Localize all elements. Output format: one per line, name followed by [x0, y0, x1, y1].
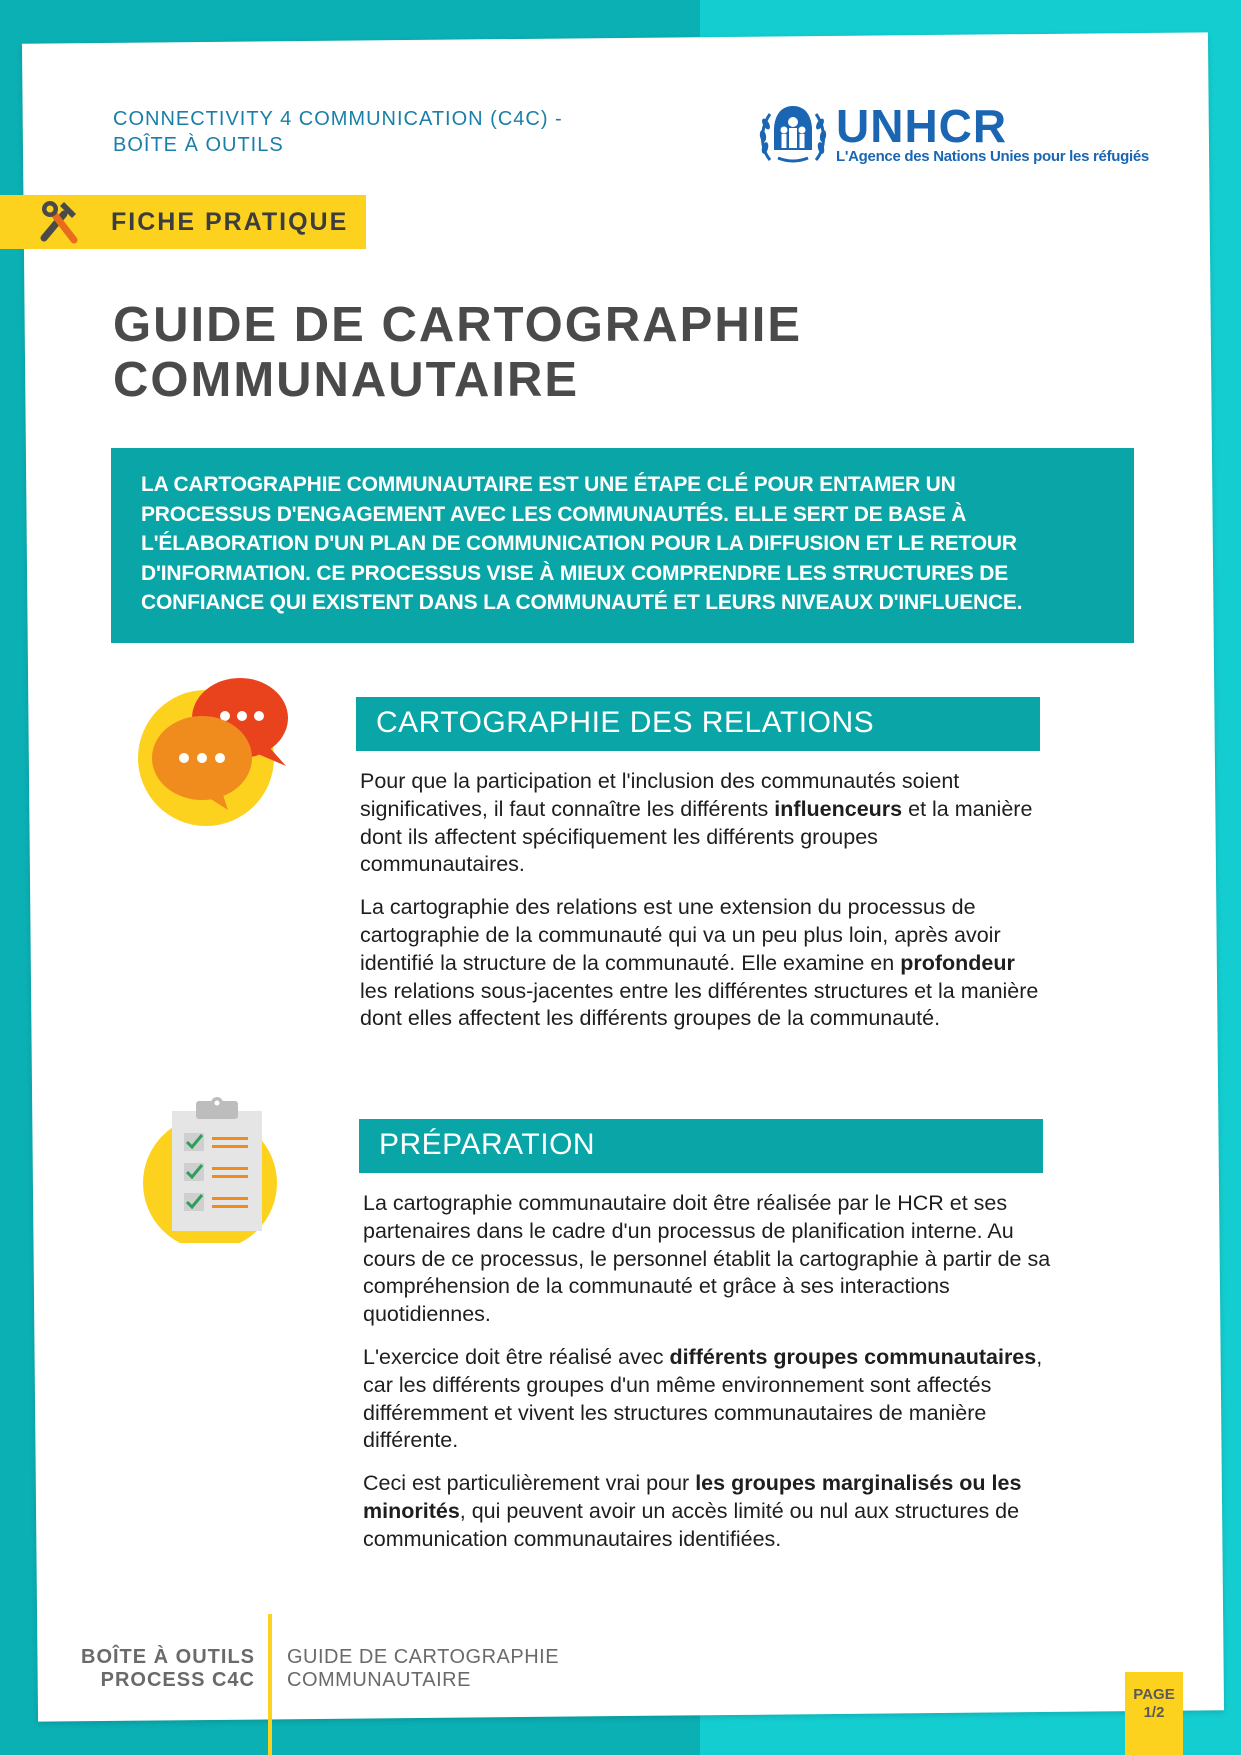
footer-right-line1: GUIDE DE CARTOGRAPHIE: [287, 1646, 560, 1668]
paragraph: [363, 1470, 1058, 1553]
intro-text: [141, 470, 1104, 618]
footer-left-line1: BOÎTE À OUTILS: [81, 1646, 255, 1668]
paragraph: [360, 768, 1040, 879]
text-run: les relations sous-jacentes entre les différentes structures et la manière dont elles affectent les différents groupes de la communauté.: [360, 978, 1039, 1031]
text-run: La cartographie des relations est une extension du processus de cartographie de la communauté qui va un peu plus loin, après avoir identifié la structure de la communauté. Elle examine en: [360, 895, 1001, 975]
intro-line: LA CARTOGRAPHIE COMMUNAUTAIRE EST UNE ÉTAPE CLÉ POUR ENTAMER UN: [141, 473, 956, 496]
text-run: , car les différents groupes d'un même environnement sont affectés différemment et vivent les structures communautaires de manière différente.: [363, 1344, 1043, 1453]
chat-bubbles-illustration: [130, 670, 300, 830]
fiche-pratique-label: FICHE PRATIQUE: [111, 208, 349, 236]
footer-document-title: [287, 1646, 687, 1692]
intro-line: PROCESSUS D'ENGAGEMENT AVEC LES COMMUNAUTÉS. ELLE SERT DE BASE À: [141, 502, 967, 526]
unhcr-wordmark: UNHCR: [836, 100, 1008, 152]
footer-left-line2: PROCESS C4C: [100, 1669, 255, 1691]
section-heading-preparation: PRÉPARATION: [359, 1119, 1043, 1173]
intro-line: D'INFORMATION. CE PROCESSUS VISE À MIEUX COMPRENDRE LES STRUCTURES DE: [141, 561, 1009, 585]
page-title-line1: GUIDE DE CARTOGRAPHIE: [113, 298, 803, 352]
chat-bubbles-icon: [130, 670, 300, 830]
page-title: [113, 298, 1013, 408]
page-number: 1/2: [1143, 1704, 1165, 1721]
clipboard-illustration: [140, 1093, 280, 1243]
text-run: L'exercice doit être réalisé avec: [363, 1344, 670, 1369]
page-title-line2: COMMUNAUTAIRE: [113, 353, 580, 407]
unhcr-logo: [758, 100, 1148, 170]
bold-term: différents groupes communautaires: [669, 1344, 1037, 1369]
unhcr-emblem-icon: [758, 100, 828, 166]
bold-term: influenceurs: [774, 796, 903, 821]
bold-term: les groupes marginalisés ou les minorités: [363, 1471, 1022, 1523]
clipboard-checklist-icon: [140, 1093, 280, 1243]
paragraph: La cartographie communautaire doit être réalisée par le HCR et ses partenaires dans le cadre d'un processus de planification interne. Au cours de ce processus, le personnel établit la cartographie à partir de sa compréhension de la communauté et grâce à ses interactions quotidiennes.: [363, 1191, 1051, 1327]
unhcr-tagline: L'Agence des Nations Unies pour les réfugiés: [836, 148, 1149, 165]
text-run: Pour que la participation et l'inclusion des communautés soient significatives, il faut connaître les différents: [360, 769, 960, 821]
page-label: PAGE: [1133, 1686, 1175, 1703]
section-body-preparation: [363, 1190, 1058, 1569]
section-heading-relations: CARTOGRAPHIE DES RELATIONS: [356, 697, 1040, 751]
footer-right-line2: COMMUNAUTAIRE: [287, 1669, 471, 1691]
intro-line: CONFIANCE QUI EXISTENT DANS LA COMMUNAUTÉ ET LEURS NIVEAUX D'INFLUENCE.: [141, 591, 1023, 614]
section-body-relations: [360, 768, 1040, 1048]
intro-line: L'ÉLABORATION D'UN PLAN DE COMMUNICATION POUR LA DIFFUSION ET LE RETOUR: [141, 532, 1017, 555]
series-title-line1: CONNECTIVITY 4 COMMUNICATION (C4C) -: [113, 108, 563, 130]
series-title-line2: BOÎTE À OUTILS: [113, 134, 284, 156]
fiche-pratique-badge: [0, 195, 366, 249]
text-run: et la manière dont ils affectent spécifiquement les différents groupes communautaires.: [360, 796, 1033, 877]
document-series-title: [113, 106, 633, 158]
footer-toolkit-label: [50, 1646, 255, 1692]
footer-divider: [268, 1614, 272, 1755]
bold-term: profondeur: [900, 950, 1015, 975]
paragraph: [363, 1344, 1058, 1455]
page-number-badge: [1125, 1672, 1183, 1755]
text-run: , qui peuvent avoir un accès limité ou nul aux structures de communication communautaires identifiées.: [363, 1498, 1020, 1551]
tools-icon: [36, 200, 82, 244]
intro-callout: [111, 448, 1134, 643]
paragraph: [360, 894, 1040, 1033]
text-run: Ceci est particulièrement vrai pour: [363, 1471, 696, 1496]
